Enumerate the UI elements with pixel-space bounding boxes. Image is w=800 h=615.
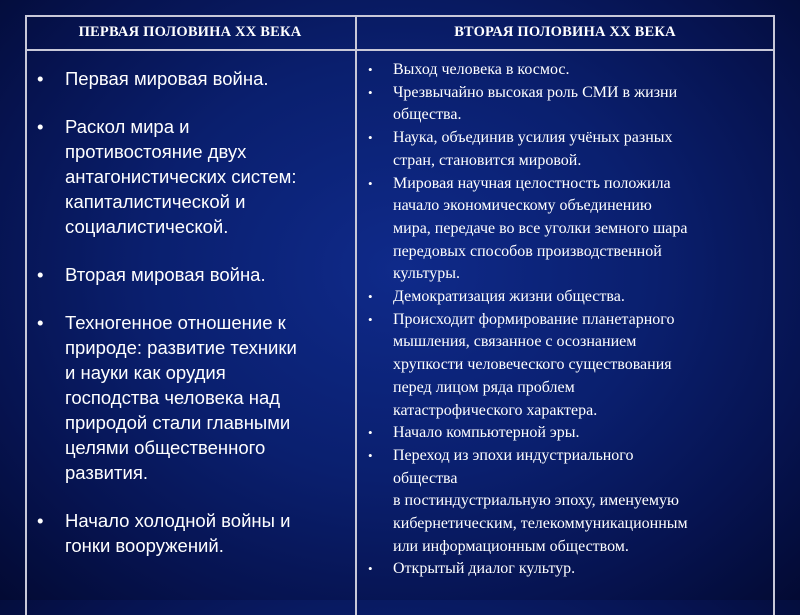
right-list-item-line: стран, становится мировой. — [393, 151, 582, 169]
left-list-item-line: антагонистических систем: — [65, 166, 297, 187]
right-list-item — [355, 445, 773, 559]
left-list-item-line: Техногенное отношение к — [65, 312, 286, 333]
right-list-item-line: общества — [393, 469, 458, 487]
left-list-item-line: Вторая мировая война. — [65, 264, 266, 285]
left-column-list — [25, 66, 355, 581]
right-list-item-line: катастрофического характера. — [393, 401, 598, 419]
right-list-item — [355, 82, 773, 127]
right-list-item-line: Демократизация жизни общества. — [393, 288, 625, 306]
right-list-item-line: передовых способов производственной — [393, 242, 662, 260]
bullet-icon: • — [368, 311, 373, 327]
right-list-item-line: хрупкости человеческого существования — [393, 356, 672, 374]
left-list-item — [25, 508, 355, 558]
bullet-icon: • — [37, 312, 44, 333]
left-list-item — [25, 114, 355, 239]
right-list-item — [355, 286, 773, 309]
table-border-right — [773, 15, 775, 615]
bullet-icon: • — [368, 447, 373, 463]
right-list-item-line: мира, передаче во все уголки земного шара — [393, 219, 688, 237]
right-list-item-line: Выход человека в космос. — [393, 61, 570, 78]
bullet-icon: • — [368, 62, 373, 77]
right-list-item — [355, 309, 773, 423]
bullet-icon: • — [368, 84, 373, 100]
right-list-item — [355, 59, 773, 82]
left-list-item — [25, 66, 355, 91]
right-list-item-line: культуры. — [393, 265, 461, 283]
header-right: ВТОРАЯ ПОЛОВИНА XX ВЕКА — [454, 23, 676, 40]
right-list-item-line: кибернетическим, телекоммуникационным — [393, 515, 688, 533]
right-list-item-line: Происходит формирование планетарного — [393, 310, 675, 328]
comparison-table — [25, 15, 775, 615]
bullet-icon: • — [368, 289, 373, 305]
left-list-item-line: и науки как орудия — [65, 362, 226, 383]
left-list-item — [25, 310, 355, 485]
right-list-item — [355, 422, 773, 445]
right-list-item-line: Чрезвычайно высокая роль СМИ в жизни — [393, 83, 678, 101]
left-list-item-line: развития. — [65, 462, 148, 483]
right-column-list — [355, 59, 773, 581]
right-list-item-line: перед лицом ряда проблем — [393, 378, 575, 396]
right-list-item-line: Наука, объединив усилия учёных разных — [393, 129, 673, 147]
left-list-item-line: природе: развитие техники — [65, 337, 297, 358]
bullet-icon: • — [368, 425, 373, 441]
right-list-item-line: Переход из эпохи индустриального — [393, 446, 634, 464]
right-list-item-line: мышления, связанное с осознанием — [393, 333, 637, 351]
left-list-item-line: Раскол мира и — [65, 116, 190, 137]
bullet-icon: • — [368, 130, 373, 146]
left-list-item-line: противостояние двух — [65, 141, 247, 162]
left-list-item — [25, 262, 355, 287]
left-list-item-line: целями общественного — [65, 437, 266, 458]
left-list-item-line: капиталистической и — [65, 191, 246, 212]
bullet-icon: • — [37, 116, 44, 137]
left-list-item-line: Начало холодной войны и — [65, 510, 291, 531]
bullet-icon: • — [368, 561, 373, 577]
header-divider — [25, 49, 775, 51]
right-list-item — [355, 127, 773, 172]
left-list-item-line: социалистической. — [65, 216, 229, 237]
right-list-item-line: начало экономическому объединению — [393, 197, 652, 215]
left-list-item-line: природой стали главными — [65, 412, 291, 433]
left-list-item-line: господства человека над — [65, 387, 281, 408]
right-list-item-line: в постиндустриальную эпоху, именуемую — [393, 492, 679, 510]
header-left: ПЕРВАЯ ПОЛОВИНА XX ВЕКА — [78, 23, 302, 40]
left-list-item-line: гонки вооружений. — [65, 535, 224, 556]
right-list-item-line: Мировая научная целостность положила — [393, 174, 671, 192]
right-list-item-line: или информационным обществом. — [393, 537, 629, 555]
right-list-item-line: общества. — [393, 106, 462, 124]
right-list-item — [355, 173, 773, 287]
left-list-item-line: Первая мировая война. — [65, 68, 269, 89]
right-list-item-line: Открытый диалог культур. — [393, 560, 576, 578]
right-list-item-line: Начало компьютерной эры. — [393, 424, 580, 442]
bullet-icon: • — [37, 510, 44, 531]
bullet-icon: • — [37, 68, 44, 89]
right-list-item — [355, 558, 773, 581]
bullet-icon: • — [368, 175, 373, 191]
bullet-icon: • — [37, 264, 44, 285]
